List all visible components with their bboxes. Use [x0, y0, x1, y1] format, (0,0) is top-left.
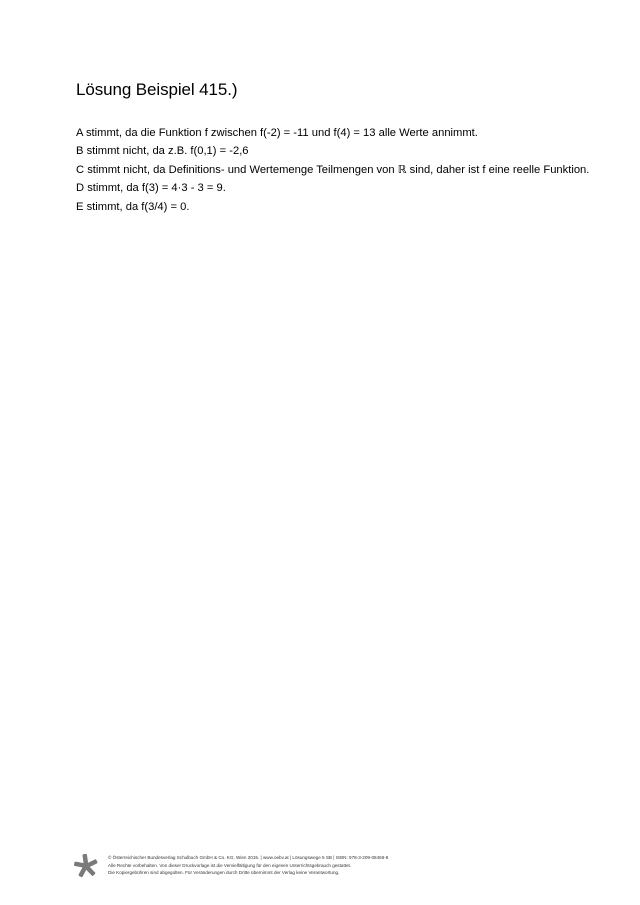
answer-list — [76, 124, 589, 216]
answer-e: E stimmt, da f(3/4) = 0. — [76, 200, 190, 213]
page-title: Lösung Beispiel 415.) — [76, 80, 238, 99]
answer-b: B stimmt nicht, da z.B. f(0,1) = -2,6 — [76, 145, 249, 158]
footer-copyright: © Österreichischer Bundesverlag Schulbuch GmbH & Co. KG, Wien 2015. | www.oebv.at | Lösungswege 5 SB | ISBN: 978-3-209-08466-8 — [108, 855, 389, 860]
answer-d: D stimmt, da f(3) = 4·3 - 3 = 9. — [76, 182, 226, 195]
footer-text — [108, 854, 388, 877]
answer-c: C stimmt nicht, da Definitions- und Wertemenge Teilmengen von ℝ sind, daher ist f eine reelle Funktion. — [76, 163, 590, 176]
page-footer — [72, 851, 592, 883]
footer-rights: Alle Rechte vorbehalten. Von dieser Druckvorlage ist die Vervielfältigung für den eigenen Unterrichtsgebrauch gestattet. — [108, 862, 352, 868]
answer-a: A stimmt, da die Funktion f zwischen f(-2) = -11 und f(4) = 13 alle Werte annimmt. — [76, 127, 478, 139]
oebv-asterisk-logo-icon — [72, 852, 100, 880]
footer-disclaimer: Die Kopiergebühren sind abgegolten. Für Veränderungen durch Dritte übernimmt der Verlag keine Verantwortung. — [108, 870, 340, 876]
